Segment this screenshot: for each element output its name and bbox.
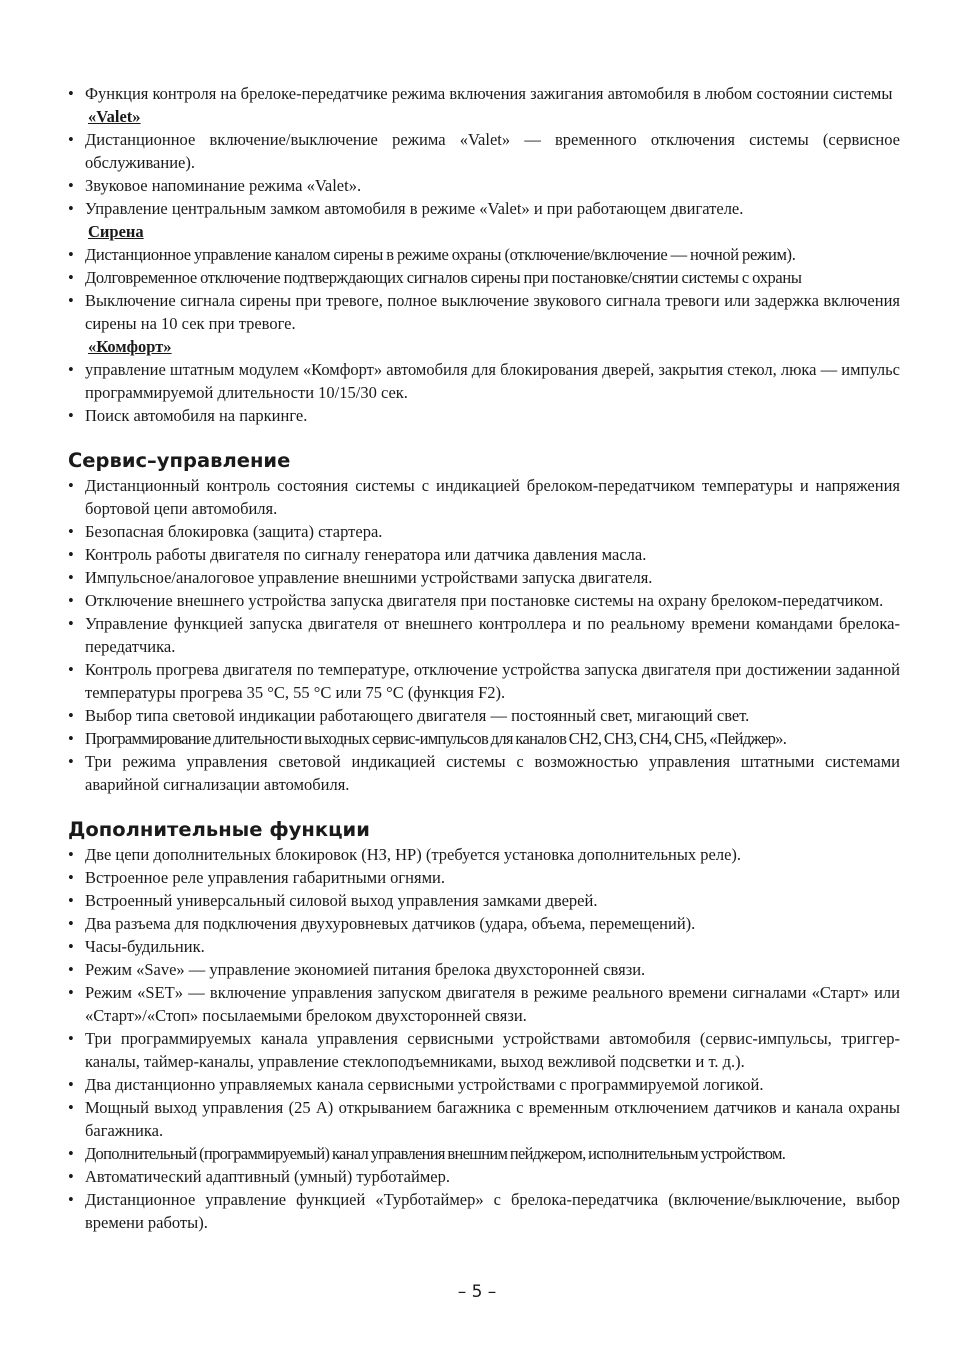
list-item: • Программирование длительности выходных сервис-импульсов для каналов CH2, CH3, CH4, CH5, «Пейджер».: [68, 727, 900, 750]
list-item: • Режим «SET» — включение управления запуском двигателя в режиме реального времени сигналами «Старт» или «Старт»/«Стоп» посылаемыми брелоком двухсторонней связи.: [68, 981, 900, 1027]
list-item: • Два разъема для подключения двухуровневых датчиков (удара, объема, перемещений).: [68, 912, 900, 935]
list-item: • Встроенный универсальный силовой выход управления замками дверей.: [68, 889, 900, 912]
list-item: • Безопасная блокировка (защита) стартера.: [68, 520, 900, 543]
list-item: • Автоматический адаптивный (умный) турботаймер.: [68, 1165, 900, 1188]
list-item: • Отключение внешнего устройства запуска двигателя при постановке системы на охрану брелоком-передатчиком.: [68, 589, 900, 612]
list-item: • Контроль работы двигателя по сигналу генератора или датчика давления масла.: [68, 543, 900, 566]
list-item: • Дистанционное управление каналом сирены в режиме охраны (отключение/включение — ночной режим).: [68, 243, 900, 266]
list-item: • Поиск автомобиля на паркинге.: [68, 404, 900, 427]
list-item: • Дистанционное включение/выключение режима «Valet» — временного отключения системы (сервисное обслуживание).: [68, 128, 900, 174]
subheading-valet: «Valet»: [88, 107, 141, 126]
list-item: • управление штатным модулем «Комфорт» автомобиля для блокирования дверей, закрытия стекол, люка — импульс программируемой длительности 10/15/30 сек.: [68, 358, 900, 404]
list-item: • Три программируемых канала управления сервисными устройствами автомобиля (сервис-импульсы, триггер-каналы, таймер-каналы, управление стеклоподъемниками, выход вежливой подсветки и т. д.).: [68, 1027, 900, 1073]
section-heading-extra: Дополнительные функции: [68, 818, 370, 841]
list-item: • Три режима управления световой индикацией системы с возможностью управления штатными системами аварийной сигнализации автомобиля.: [68, 750, 900, 796]
list-item: • Управление функцией запуска двигателя от внешнего контроллера и по реальному времени командами брелока-передатчика.: [68, 612, 900, 658]
list-item: • Звуковое напоминание режима «Valet».: [68, 174, 900, 197]
list-item: • Импульсное/аналоговое управление внешними устройствами запуска двигателя.: [68, 566, 900, 589]
list-item: • Два дистанционно управляемых канала сервисными устройствами с программируемой логикой.: [68, 1073, 900, 1096]
list-item: • Контроль прогрева двигателя по температуре, отключение устройства запуска двигателя при достижении заданной температуры прогрева 35 °C, 55 °C или 75 °C (функция F2).: [68, 658, 900, 704]
list-item: • Встроенное реле управления габаритными огнями.: [68, 866, 900, 889]
list-item: • Мощный выход управления (25 А) открыванием багажника с временным отключением датчиков и канала охраны багажника.: [68, 1096, 900, 1142]
list-item: • Дистанционное управление функцией «Турботаймер» с брелока-передатчика (включение/выключение, выбор времени работы).: [68, 1188, 900, 1234]
list-item: • Функция контроля на брелоке-передатчике режима включения зажигания автомобиля в любом состоянии системы: [68, 82, 900, 105]
page-number: – 5 –: [457, 1282, 497, 1302]
subheading-siren: Сирена: [88, 222, 144, 241]
page-content: [68, 82, 900, 1234]
list-item: • Долговременное отключение подтверждающих сигналов сирены при постановке/снятии системы с охраны: [68, 266, 900, 289]
list-item: • Дополнительный (программируемый) канал управления внешним пейджером, исполнительным устройством.: [68, 1142, 900, 1165]
list-item: • Часы-будильник.: [68, 935, 900, 958]
list-item: • Дистанционный контроль состояния системы с индикацией брелоком-передатчиком температуры и напряжения бортовой цепи автомобиля.: [68, 474, 900, 520]
list-item: • Управление центральным замком автомобиля в режиме «Valet» и при работающем двигателе.: [68, 197, 900, 220]
list-item: • Режим «Save» — управление экономией питания брелока двухсторонней связи.: [68, 958, 900, 981]
subheading-comfort: «Комфорт»: [88, 337, 172, 356]
list-item: • Выбор типа световой индикации работающего двигателя — постоянный свет, мигающий свет.: [68, 704, 900, 727]
list-item: • Выключение сигнала сирены при тревоге, полное выключение звукового сигнала тревоги или задержка включения сирены на 10 сек при тревоге.: [68, 289, 900, 335]
section-heading-service: Сервис–управление: [68, 449, 291, 472]
list-item: • Две цепи дополнительных блокировок (НЗ, НР) (требуется установка дополнительных реле).: [68, 843, 900, 866]
